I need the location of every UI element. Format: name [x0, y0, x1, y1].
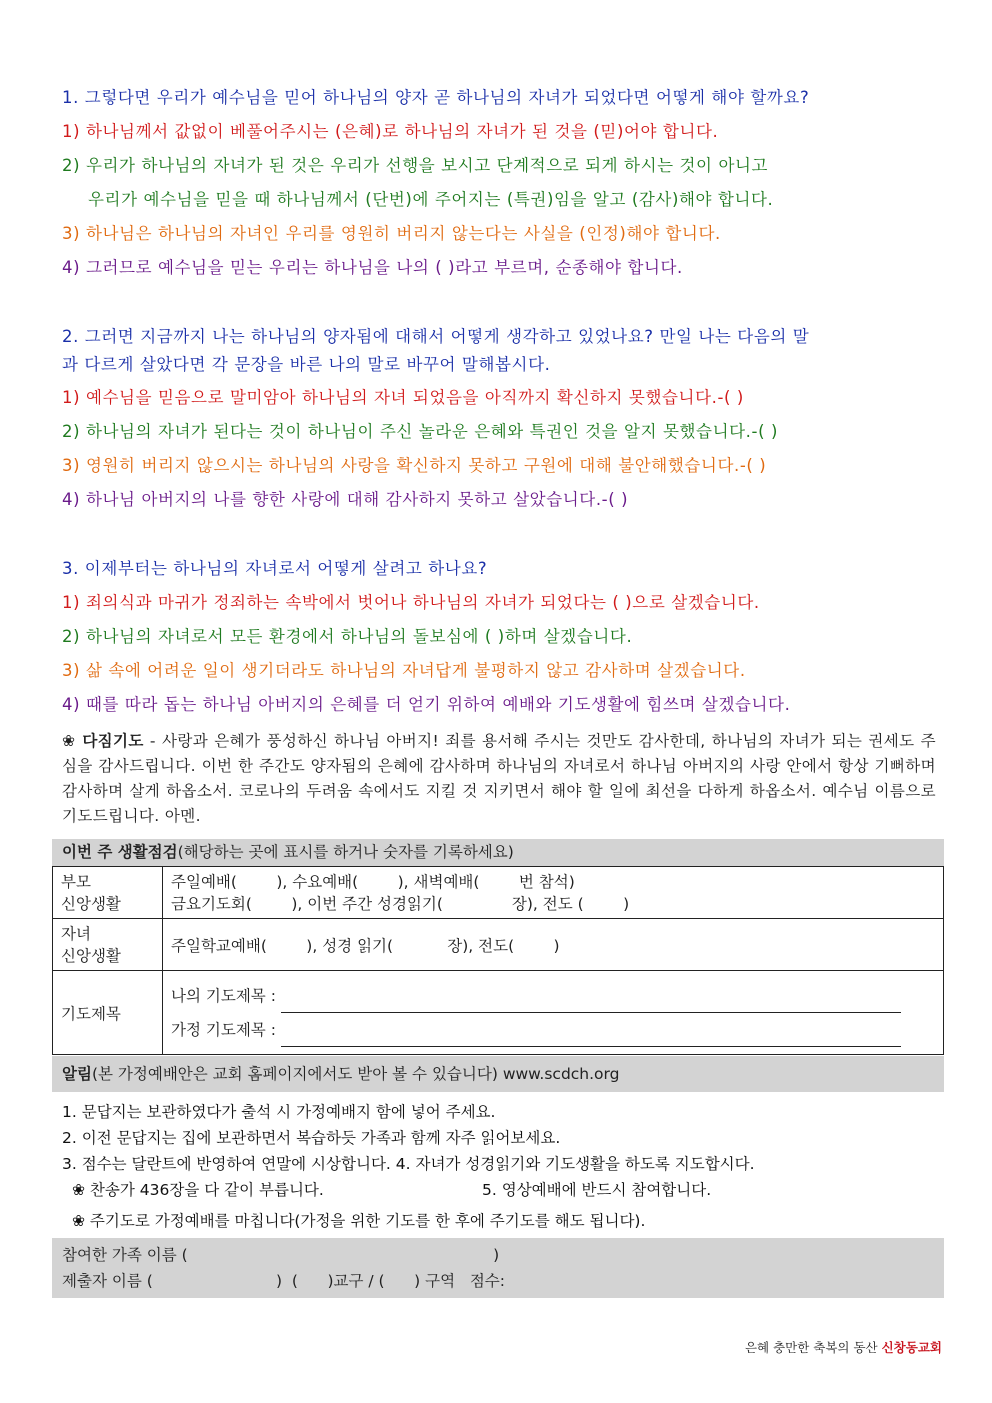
section2-question-line1: 2. 그러면 지금까지 나는 하나님의 양자됨에 대해서 어떻게 생각하고 있었나요? 만일 나는 다음의 말	[62, 327, 810, 346]
section3-item-1: 1) 죄의식과 마귀가 정죄하는 속박에서 벗어나 하나님의 자녀가 되었다는 ( )으로 살겠습니다.	[62, 593, 760, 612]
notice-item-2: 2. 이전 문답지는 집에 보관하면서 복습하듯 가족과 함께 자주 읽어보세요.	[62, 1129, 561, 1147]
church-name: 신창동교회	[881, 1340, 942, 1355]
family-prayer-row	[171, 1013, 935, 1047]
section2-question-line2: 과 다르게 살았다면 각 문장을 바른 나의 말로 바꾸어 말해봅시다.	[62, 355, 551, 374]
my-prayer-row	[171, 979, 935, 1013]
family-prayer-label: 가정 기도제목 :	[171, 1020, 276, 1039]
weekly-check-note: (해당하는 곳에 표시를 하거나 숫자를 기록하세요)	[177, 843, 514, 861]
section2-item-3: 3) 영원히 버리지 않으시는 하나님의 사랑을 확신하지 못하고 구원에 대해 불안해했습니다.-( )	[62, 456, 767, 475]
prayer-topic-label: 기도제목	[53, 971, 163, 1055]
parent-label-1: 부모	[61, 872, 91, 891]
my-prayer-label: 나의 기도제목 :	[171, 986, 276, 1005]
parent-label-2: 신앙생활	[61, 894, 121, 913]
section1-item-1: 1) 하나님께서 값없이 베풀어주시는 (은혜)로 하나님의 자녀가 된 것을 (믿)어야 합니다.	[62, 122, 719, 141]
notice-item-3: 3. 점수는 달란트에 반영하여 연말에 시상합니다. 4. 자녀가 성경읽기와 기도생활을 하도록 지도합시다.	[62, 1155, 755, 1173]
notice-closing	[72, 1209, 645, 1233]
section1-question: 1. 그렇다면 우리가 예수님을 믿어 하나님의 양자 곧 하나님의 자녀가 되었다면 어떻게 해야 할까요?	[62, 88, 810, 107]
commitment-prayer	[62, 729, 936, 829]
section2-item-4: 4) 하나님 아버지의 나를 향한 사랑에 대해 감사하지 못하고 살았습니다.-( )	[62, 490, 629, 509]
child-label-2: 신앙생활	[61, 946, 121, 965]
flower-icon: ❀	[62, 732, 77, 750]
prayer-topic-row	[53, 971, 944, 1055]
section1-item-3: 3) 하나님은 하나님의 자녀인 우리를 영원히 버리지 않는다는 사실을 (인정)해야 합니다.	[62, 224, 721, 243]
parent-content	[163, 867, 944, 919]
my-prayer-input[interactable]	[281, 988, 901, 1013]
notice-hymn: ❀ 찬송가 436장을 다 같이 부릅니다.	[72, 1181, 324, 1199]
notice-note: (본 가정예배안은 교회 홈페이지에서도 받아 볼 수 있습니다) www.scdch.org	[91, 1065, 620, 1083]
parent-row	[53, 867, 944, 919]
section3-item-3: 3) 삶 속에 어려운 일이 생기더라도 하나님의 자녀답게 불평하지 않고 감사하며 살겠습니다.	[62, 661, 746, 680]
submitter-field[interactable]: 제출자 이름 ( ) ( )교구 / ( ) 구역 점수:	[62, 1272, 505, 1290]
child-content[interactable]: 주일학교예배( ), 성경 읽기( 장), 전도( )	[163, 919, 944, 971]
weekly-check-table	[52, 866, 944, 1055]
notice-header	[52, 1056, 944, 1092]
weekly-check-title: 이번 주 생활점검	[62, 843, 178, 861]
notice-item-5: 5. 영상예배에 반드시 참여합니다.	[482, 1181, 712, 1199]
family-names-field[interactable]: 참여한 가족 이름 ( )	[62, 1246, 500, 1264]
section2-item-2: 2) 하나님의 자녀가 된다는 것이 하나님이 주신 놀라운 은혜와 특권인 것을 알지 못했습니다.-( )	[62, 422, 778, 441]
notice-item-1: 1. 문답지는 보관하였다가 출석 시 가정예배지 함에 넣어 주세요.	[62, 1103, 496, 1121]
child-label-1: 자녀	[61, 924, 91, 943]
section3-item-4: 4) 때를 따라 돕는 하나님 아버지의 은혜를 더 얻기 위하여 예배와 기도생활에 힘쓰며 살겠습니다.	[62, 695, 791, 714]
prayer-topic-content	[163, 971, 944, 1055]
parent-label	[53, 867, 163, 919]
section2-item-1: 1) 예수님을 믿음으로 말미암아 하나님의 자녀 되었음을 아직까지 확신하지 못했습니다.-( )	[62, 388, 744, 407]
section3-question: 3. 이제부터는 하나님의 자녀로서 어떻게 살려고 하나요?	[62, 559, 488, 578]
family-prayer-input[interactable]	[281, 1022, 901, 1047]
prayer-text: - 사랑과 은혜가 풍성하신 하나님 아버지! 죄를 용서해 주시는 것만도 감사한데, 하나님의 자녀가 되는 권세도 주심을 감사드립니다. 이번 한 주간도 양자됨의 은혜에 감사하며 하나님의 자녀로서 하나님 아버지의 사랑 안에서 항상 기뻐하며 감사하며 살게 하옵소서. 코로나의 두려움 속에서도 지킬 것 지키면서 해야 할 일에 최선을 다하게 하옵소서. 예수님 이름으로 기도드립니다. 아멘.	[62, 732, 937, 825]
submission-box	[52, 1238, 944, 1298]
child-label	[53, 919, 163, 971]
parent-prayer-line[interactable]: 금요기도회( ), 이번 주간 성경읽기( 장), 전도 ( )	[171, 894, 630, 913]
child-row	[53, 919, 944, 971]
parent-worship-line[interactable]: 주일예배( ), 수요예배( ), 새벽예배( 번 참석)	[171, 872, 575, 891]
prayer-title: 다짐기도	[82, 732, 144, 750]
closing-title: ❀ 주기도로 가정예배를 마칩니다	[72, 1212, 295, 1230]
section1-item-2-continued: 우리가 예수님을 믿을 때 하나님께서 (단번)에 주어지는 (특권)임을 알고 (감사)해야 합니다.	[88, 190, 774, 209]
section3-item-2: 2) 하나님의 자녀로서 모든 환경에서 하나님의 돌보심에 ( )하며 살겠습니다.	[62, 627, 633, 646]
notice-title: 알림	[62, 1065, 92, 1083]
section1-item-2: 2) 우리가 하나님의 자녀가 된 것은 우리가 선행을 보시고 단계적으로 되게 하시는 것이 아니고	[62, 156, 769, 175]
section1-item-4: 4) 그러므로 예수님을 믿는 우리는 하나님을 나의 ( )라고 부르며, 순종해야 합니다.	[62, 258, 683, 277]
footer	[745, 1338, 942, 1356]
weekly-check-header	[52, 839, 944, 866]
footer-slogan: 은혜 충만한 축복의 동산	[744, 1340, 882, 1355]
closing-note: (가정을 위한 기도를 한 후에 주기도를 해도 됩니다).	[294, 1212, 646, 1230]
